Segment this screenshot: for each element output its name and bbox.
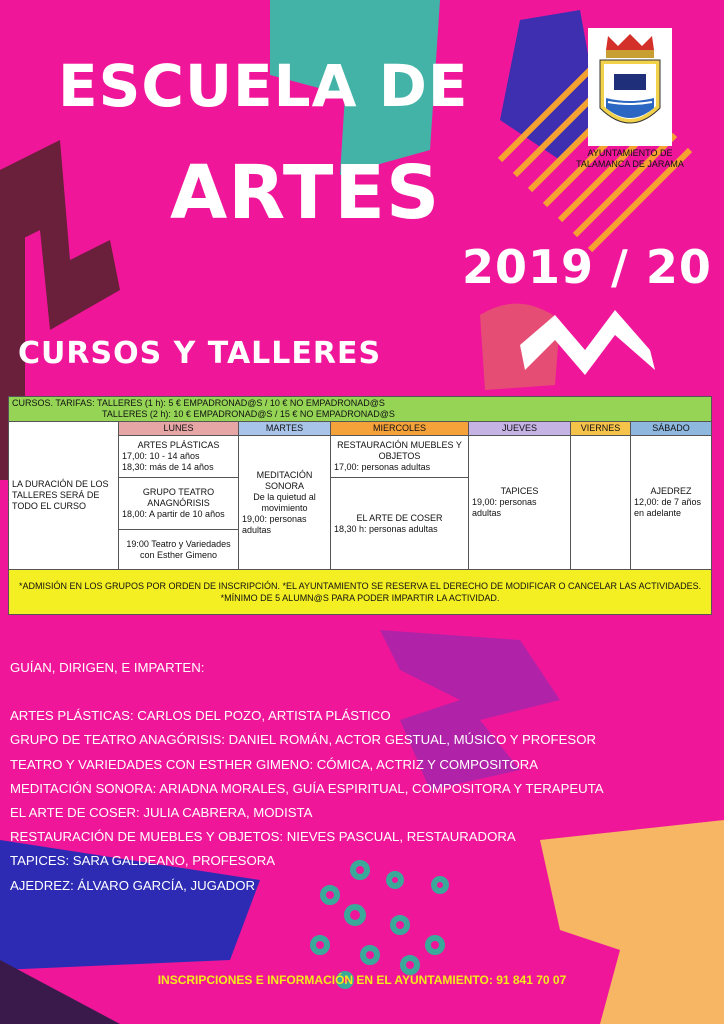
- lunes-cell-2: [119, 478, 239, 530]
- teachers-section: [10, 656, 710, 898]
- tarifas-line-1: CURSOS. TARIFAS: TALLERES (1 h): 5 € EMPADRONAD@S / 10 € NO EMPADRONAD@S: [12, 398, 385, 408]
- title-line-1: ESCUELA DE: [58, 52, 469, 120]
- day-header-lunes: LUNES: [119, 422, 239, 436]
- crest-caption-line: AYUNTAMIENTO DE: [587, 148, 673, 158]
- lunes-cell-3: [119, 530, 239, 570]
- course-time: 17,00: personas adultas: [334, 462, 431, 472]
- notes-line-1: *ADMISIÓN EN LOS GRUPOS POR ORDEN DE INSCRIPCIÓN. *EL AYUNTAMIENTO SE RESERVA EL DERECHO DE MODIFICAR O CANCELAR LAS ACTIVIDADES.: [18, 581, 702, 591]
- teacher-item: TEATRO Y VARIEDADES CON ESTHER GIMENO: CÓMICA, ACTRIZ Y COMPOSITORA: [10, 756, 539, 772]
- teacher-item: TAPICES: SARA GALDEANO, PROFESORA: [10, 853, 276, 869]
- teacher-item: MEDITACIÓN SONORA: ARIADNA MORALES, GUÍA ESPIRITUAL, COMPOSITORA Y TERAPEUTA: [10, 780, 604, 796]
- title-line-2: ARTES: [170, 150, 441, 236]
- course-name: TAPICES: [500, 486, 539, 496]
- sabado-cell: [631, 436, 712, 570]
- course-name: ARTES PLÁSTICAS: [137, 440, 220, 450]
- course-time: 19,00: personas adultas: [472, 497, 537, 518]
- course-name: 19:00 Teatro y Variedades con Esther Gimeno: [126, 538, 231, 560]
- jueves-cell: [469, 436, 571, 570]
- day-header-miercoles: MIERCOLES: [331, 422, 469, 436]
- notes-cell: [9, 570, 712, 615]
- course-time: 17,00: 10 - 14 años: [122, 451, 200, 461]
- course-name: MEDITACIÓN SONORA: [256, 469, 313, 491]
- crest-caption-line: TALAMANCA DE JARAMA: [576, 159, 684, 169]
- teachers-heading: GUÍAN, DIRIGEN, E IMPARTEN:: [10, 660, 205, 675]
- year-label: 2019 / 20: [462, 240, 712, 294]
- course-name: AJEDREZ: [650, 486, 692, 496]
- duration-note-cell: [9, 422, 119, 570]
- teacher-item: EL ARTE DE COSER: JULIA CABRERA, MODISTA: [10, 805, 313, 821]
- tarifas-row: [9, 397, 712, 422]
- day-header-jueves: JUEVES: [469, 422, 571, 436]
- tarifas-line-2: TALLERES (2 h): 10 € EMPADRONAD@S / 15 € NO EMPADRONAD@S: [102, 409, 395, 419]
- day-header-viernes: VIERNES: [571, 422, 631, 436]
- teacher-item: GRUPO DE TEATRO ANAGÓRISIS: DANIEL ROMÁN, ACTOR GESTUAL, MÚSICO Y PROFESOR: [10, 732, 596, 748]
- subtitle: CURSOS Y TALLERES: [18, 336, 382, 371]
- course-name: EL ARTE DE COSER: [356, 512, 443, 523]
- course-detail: De la quietud al movimiento: [253, 491, 316, 513]
- lunes-cell-1: [119, 436, 239, 478]
- day-header-martes: MARTES: [239, 422, 331, 436]
- course-name: GRUPO TEATRO ANAGNÓRISIS: [142, 487, 215, 508]
- course-time: 18,00: A partir de 10 años: [122, 509, 225, 519]
- municipal-crest: [588, 28, 672, 146]
- days-header-row: [9, 422, 712, 436]
- course-time: 12,00: de 7 años en adelante: [634, 497, 702, 518]
- miercoles-cell-2: [331, 478, 469, 570]
- crest-icon: [588, 28, 672, 146]
- dark-bottom-shape: [0, 960, 120, 1024]
- notes-row: [9, 570, 712, 615]
- crest-caption: [560, 148, 700, 170]
- notes-line-2: *MÍNIMO DE 5 ALUMN@S PARA PODER IMPARTIR LA ACTIVIDAD.: [220, 593, 500, 603]
- teacher-item: AJEDREZ: ÁLVARO GARCÍA, JUGADOR: [10, 877, 255, 893]
- course-name: RESTAURACIÓN MUEBLES Y OBJETOS: [337, 440, 462, 461]
- schedule-table: [8, 396, 712, 615]
- miercoles-cell-1: [331, 436, 469, 478]
- viernes-cell: [571, 436, 631, 570]
- course-time: 18,30 h: personas adultas: [334, 523, 438, 534]
- martes-cell: [239, 436, 331, 570]
- course-time: 18,30: más de 14 años: [122, 462, 214, 472]
- course-time: 19,00: personas adultas: [242, 513, 307, 535]
- footer-contact: INSCRIPCIONES E INFORMACIÓN EN EL AYUNTAMIENTO: 91 841 70 07: [157, 973, 567, 987]
- duration-note: LA DURACIÓN DE LOS TALLERES SERÁ DE TODO EL CURSO: [12, 479, 109, 511]
- day-header-sabado: SÁBADO: [631, 422, 712, 436]
- teacher-item: ARTES PLÁSTICAS: CARLOS DEL POZO, ARTISTA PLÁSTICO: [10, 708, 391, 724]
- teacher-item: RESTAURACIÓN DE MUEBLES Y OBJETOS: NIEVES PASCUAL, RESTAURADORA: [10, 829, 516, 845]
- tarifas-cell: [9, 397, 712, 422]
